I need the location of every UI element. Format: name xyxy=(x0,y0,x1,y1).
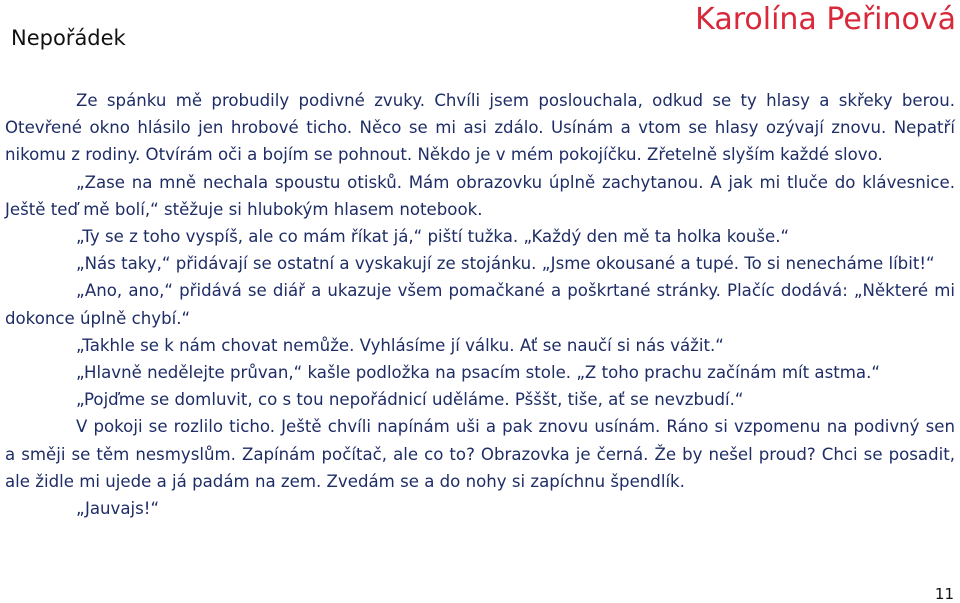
story-title: Nepořádek xyxy=(11,26,126,50)
paragraph-2: „Zase na mně nechala spoustu otisků. Mám obrazovku úplně zachytanou. A jak mi tluče do klávesnice. Ještě teď mě bolí,“ stěžuje si hlubokým hlasem notebook. xyxy=(5,172,955,219)
author-name: Karolína Peřinová xyxy=(695,2,956,37)
paragraph-6: „Takhle se k nám chovat nemůže. Vyhlásíme jí válku. Ať se naučí si nás vážit.“ xyxy=(76,335,724,355)
story-body xyxy=(5,87,955,522)
paragraph-1: Ze spánku mě probudily podivné zvuky. Chvíli jsem poslouchala, odkud se ty hlasy a skřeky berou. Otevřené okno hlásilo jen hrobové ticho. Něco se mi asi zdálo. Usínám a vtom se hlasy ozývají znovu. Nepatří nikomu z rodiny. Otvírám oči a bojím se pohnout. Někdo je v mém pokojíčku. Zřetelně slyším každé slovo. xyxy=(5,91,955,165)
paragraph-9: V pokoji se rozlilo ticho. Ještě chvíli napínám uši a pak znovu usínám. Ráno si vzpomenu na podivný sen a směji se těm nesmyslům. Zapínám počítač, ale co to? Obrazovka je černá. Že by nešel proud? Chci se posadit, ale židle mi ujede a já padám na zem. Zvedám se a do nohy si zapíchnu špendlík. xyxy=(5,417,955,491)
paragraph-3: „Ty se z toho vyspíš, ale co mám říkat já,“ piští tužka. „Každý den mě ta holka kouše.“ xyxy=(76,227,790,247)
paragraph-10: „Jauvajs!“ xyxy=(76,499,160,519)
paragraph-4: „Nás taky,“ přidávají se ostatní a vyskakují ze stojánku. „Jsme okousané a tupé. To si nenecháme líbit!“ xyxy=(76,254,935,274)
page-number: 11 xyxy=(934,585,954,603)
paragraph-7: „Hlavně nedělejte průvan,“ kašle podložka na psacím stole. „Z toho prachu začínám mít astma.“ xyxy=(76,363,880,383)
paragraph-8: „Pojďme se domluvit, co s tou nepořádnicí uděláme. Pšššt, tiše, ať se nevzbudí.“ xyxy=(76,390,744,410)
paragraph-5: „Ano, ano,“ přidává se diář a ukazuje všem pomačkané a poškrtané stránky. Plačíc dodává: „Některé mi dokonce úplně chybí.“ xyxy=(5,281,955,328)
